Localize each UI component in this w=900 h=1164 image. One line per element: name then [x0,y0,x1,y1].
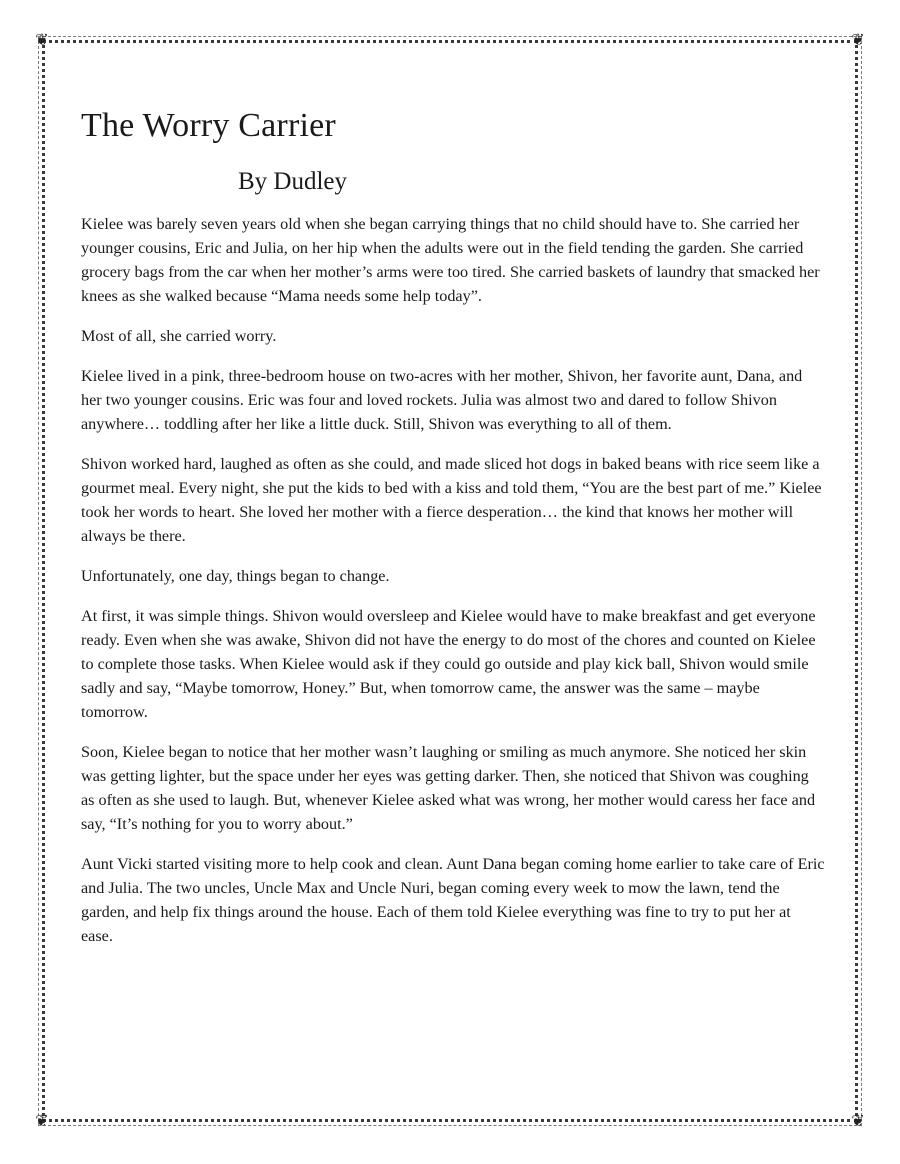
story-paragraph: Kielee was barely seven years old when she began carrying things that no child should have to. She carried her younger cousins, Eric and Julia, on her hip when the adults were out in the field tending the garden. She carried grocery bags from the car when her mother’s arms were too tired. She carried baskets of laundry that smacked her knees as she walked because “Mama needs some help today”. [81,215,820,305]
story-paragraph: Most of all, she carried worry. [81,327,277,345]
story-body [81,212,826,948]
story-paragraph: Shivon worked hard, laughed as often as she could, and made sliced hot dogs in baked beans with rice seem like a gourmet meal. Every night, she put the kids to bed with a kiss and told them, “You are the best part of me.” Kielee took her words to heart. She loved her mother with a fierce desperation… the kind that knows her mother will always be there. [81,455,822,545]
story-paragraph: Soon, Kielee began to notice that her mother wasn’t laughing or smiling as much anymore. She noticed her skin was getting lighter, but the space under her eyes was getting darker. Then, she noticed that Shivon was coughing as often as she used to laugh. But, whenever Kielee asked what was wrong, her mother would caress her face and say, “It’s nothing for you to worry about.” [81,743,816,833]
corner-ornament-icon: ❦ [35,1111,49,1130]
story-paragraph: At first, it was simple things. Shivon would oversleep and Kielee would have to make breakfast and get everyone ready. Even when she was awake, Shivon did not have the energy to do most of the chores and counted on Kielee to complete those tasks. When Kielee would ask if they could go outside and play kick ball, Shivon would smile sadly and say, “Maybe tomorrow, Honey.” But, when tomorrow came, the answer was the same – maybe tomorrow. [81,607,816,721]
story-title: The Worry Carrier [81,107,336,144]
corner-ornament-icon: ❦ [851,1111,865,1130]
story-paragraph: Aunt Vicki started visiting more to help cook and clean. Aunt Dana began coming home earlier to take care of Eric and Julia. The two uncles, Uncle Max and Uncle Nuri, began coming every week to mow the lawn, tend the garden, and help fix things around the house. Each of them told Kielee everything was fine to try to put her at ease. [81,855,825,945]
story-paragraph: Unfortunately, one day, things began to change. [81,567,390,585]
corner-ornament-icon: ❦ [851,30,865,49]
corner-ornament-icon: ❦ [35,30,49,49]
story-author: By Dudley [238,168,348,195]
story-paragraph: Kielee lived in a pink, three-bedroom house on two-acres with her mother, Shivon, her favorite aunt, Dana, and her two younger cousins. Eric was four and loved rockets. Julia was almost two and dared to follow Shivon anywhere… toddling after her like a little duck. Still, Shivon was everything to all of them. [81,367,803,433]
story-page [81,104,826,964]
